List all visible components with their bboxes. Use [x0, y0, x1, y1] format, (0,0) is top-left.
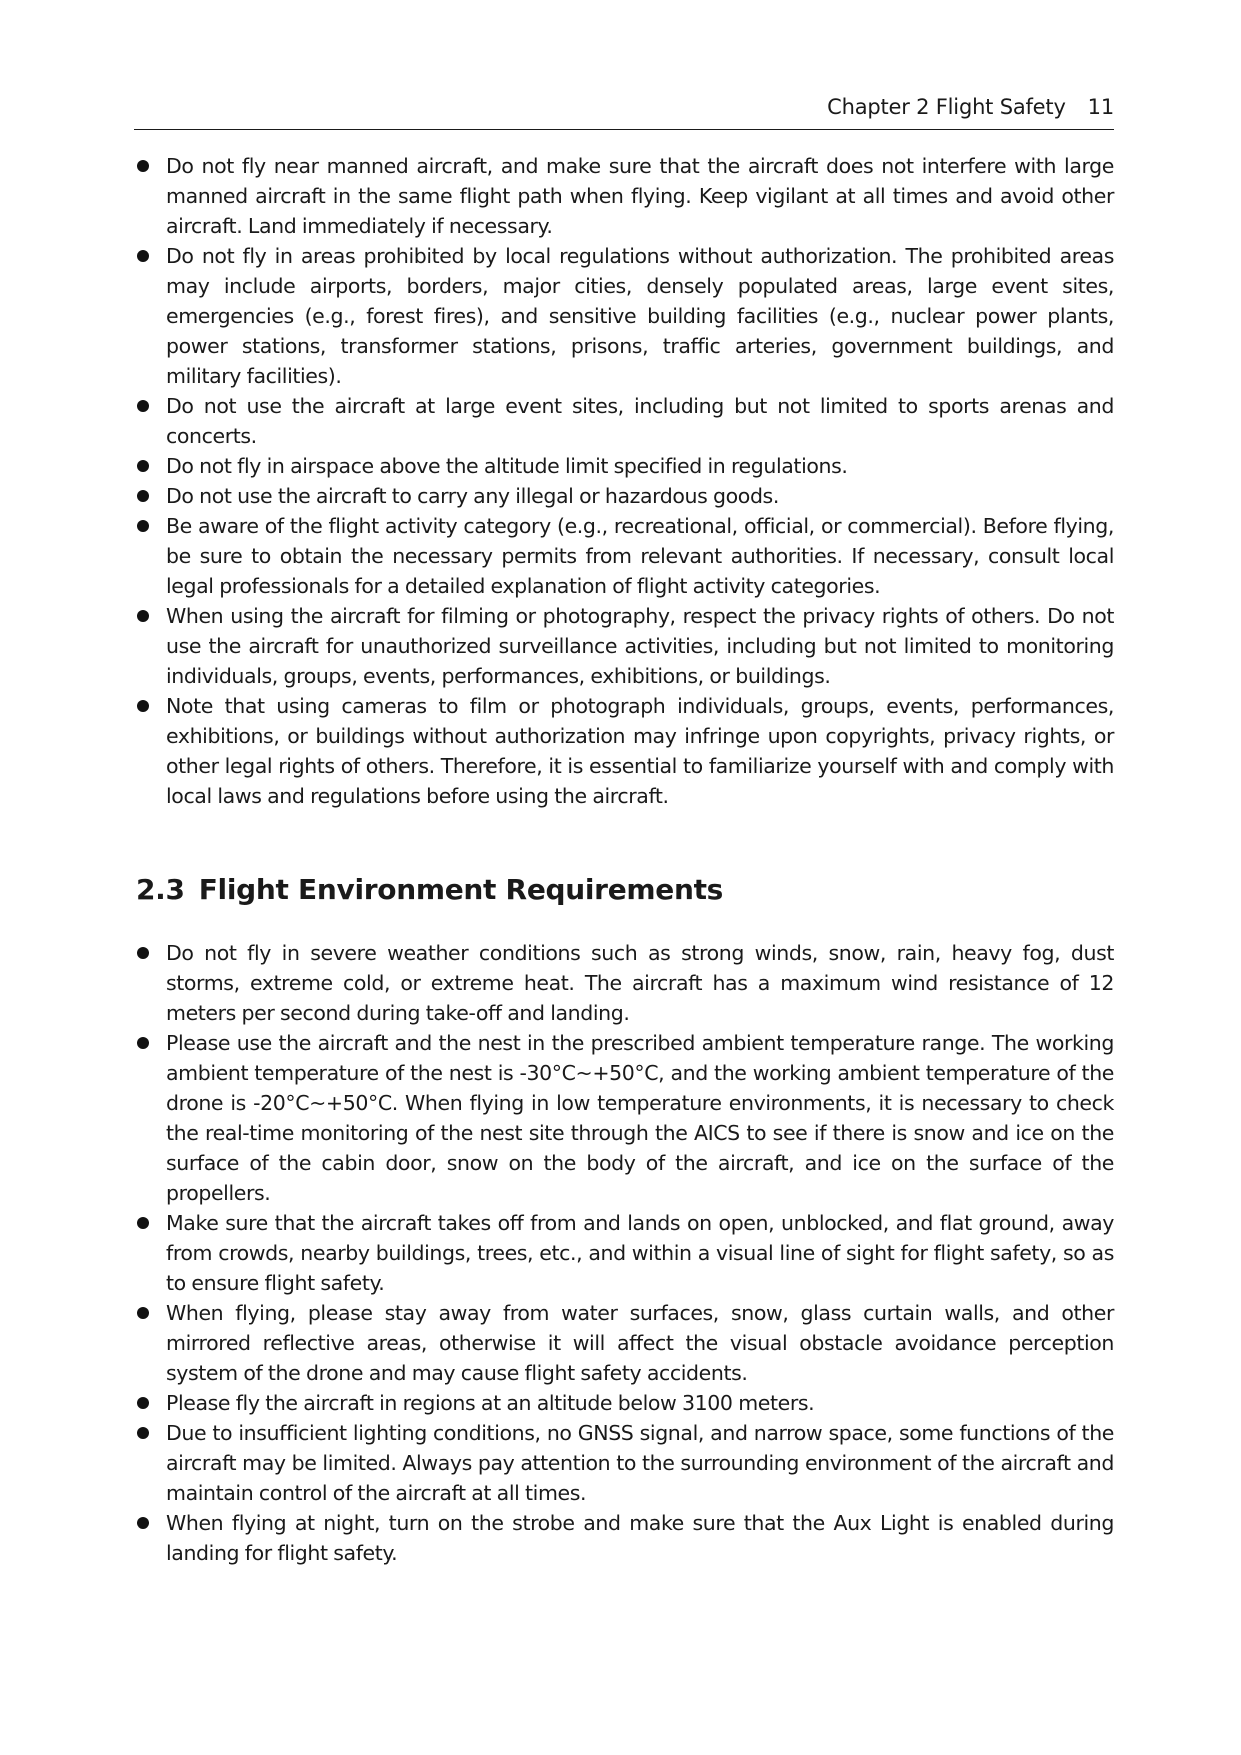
header-divider [134, 129, 1114, 130]
list-item [134, 241, 1114, 391]
document-page [134, 0, 1114, 1755]
chapter-title: Chapter 2 Flight Safety [827, 95, 1066, 119]
list-item [134, 601, 1114, 691]
running-header [827, 92, 1114, 122]
list-item [134, 1028, 1114, 1208]
bullet-dot-icon [137, 700, 149, 712]
bullet-dot-icon [137, 947, 149, 959]
list-item-text: Do not fly in severe weather conditions such as strong winds, snow, rain, heavy fog, dust storms, extreme cold, or extreme heat. The aircraft has a maximum wind resistance of 12 meters per second during take-off and landing. [166, 941, 1114, 1025]
bullet-dot-icon [137, 1217, 149, 1229]
list-item [134, 451, 1114, 481]
list-item [134, 1418, 1114, 1508]
flight-safety-list [134, 151, 1114, 811]
section-heading [136, 870, 723, 910]
list-item [134, 481, 1114, 511]
bullet-dot-icon [137, 460, 149, 472]
list-item-text: Note that using cameras to film or photograph individuals, groups, events, performances, exhibitions, or buildings without authorization may infringe upon copyrights, privacy rights, or other legal rights of others. Therefore, it is essential to familiarize yourself with and comply with local laws and regulations before using the aircraft. [166, 694, 1114, 808]
list-item-text: When using the aircraft for filming or photography, respect the privacy rights of others. Do not use the aircraft for unauthorized surveillance activities, including but not limited to monitoring individuals, groups, events, performances, exhibitions, or buildings. [166, 604, 1114, 688]
bullet-dot-icon [137, 1397, 149, 1409]
list-item [134, 1508, 1114, 1568]
list-item-text: Please fly the aircraft in regions at an altitude below 3100 meters. [166, 1391, 815, 1415]
list-item [134, 1388, 1114, 1418]
bullet-dot-icon [137, 160, 149, 172]
list-item [134, 938, 1114, 1028]
bullet-dot-icon [137, 250, 149, 262]
page-number: 11 [1087, 95, 1114, 119]
bullet-dot-icon [137, 490, 149, 502]
bullet-dot-icon [137, 1307, 149, 1319]
bullet-dot-icon [137, 610, 149, 622]
list-item [134, 391, 1114, 451]
list-item [134, 1298, 1114, 1388]
list-item-text: Do not use the aircraft to carry any illegal or hazardous goods. [166, 484, 779, 508]
bullet-dot-icon [137, 1517, 149, 1529]
list-item [134, 151, 1114, 241]
list-item-text: When flying, please stay away from water surfaces, snow, glass curtain walls, and other mirrored reflective areas, otherwise it will affect the visual obstacle avoidance perception system of the drone and may cause flight safety accidents. [166, 1301, 1114, 1385]
list-item-text: Do not fly in areas prohibited by local regulations without authorization. The prohibited areas may include airports, borders, major cities, densely populated areas, large event sites, emergencies (e.g., forest fires), and sensitive building facilities (e.g., nuclear power plants, power stations, transformer stations, prisons, traffic arteries, government buildings, and military facilities). [166, 244, 1114, 388]
bullet-dot-icon [137, 1427, 149, 1439]
list-item-text: Do not use the aircraft at large event sites, including but not limited to sports arenas and concerts. [166, 394, 1114, 448]
list-item-text: Due to insufficient lighting conditions, no GNSS signal, and narrow space, some functions of the aircraft may be limited. Always pay attention to the surrounding environment of the aircraft and maintain control of the aircraft at all times. [166, 1421, 1114, 1505]
list-item-text: Do not fly in airspace above the altitude limit specified in regulations. [166, 454, 848, 478]
bullet-dot-icon [137, 520, 149, 532]
list-item [134, 511, 1114, 601]
list-item-text: Do not fly near manned aircraft, and make sure that the aircraft does not interfere with large manned aircraft in the same flight path when flying. Keep vigilant at all times and avoid other aircraft. Land immediately if necessary. [166, 154, 1114, 238]
list-item-text: Be aware of the flight activity category (e.g., recreational, official, or commercial). Before flying, be sure to obtain the necessary permits from relevant authorities. If necessary, consult local legal professionals for a detailed explanation of flight activity categories. [166, 514, 1114, 598]
list-item-text: Make sure that the aircraft takes off from and lands on open, unblocked, and flat ground, away from crowds, nearby buildings, trees, etc., and within a visual line of sight for flight safety, so as to ensure flight safety. [166, 1211, 1114, 1295]
list-item-text: When flying at night, turn on the strobe and make sure that the Aux Light is enabled during landing for flight safety. [166, 1511, 1114, 1565]
bullet-dot-icon [137, 1037, 149, 1049]
section-number: 2.3 [136, 873, 185, 906]
list-item [134, 691, 1114, 811]
list-item [134, 1208, 1114, 1298]
list-item-text: Please use the aircraft and the nest in the prescribed ambient temperature range. The working ambient temperature of the nest is -30°C~+50°C, and the working ambient temperature of the drone is -20°C~+50°C. When flying in low temperature environments, it is necessary to check the real-time monitoring of the nest site through the AICS to see if there is snow and ice on the surface of the cabin door, snow on the body of the aircraft, and ice on the surface of the propellers. [166, 1031, 1114, 1205]
bullet-dot-icon [137, 400, 149, 412]
section-title: Flight Environment Requirements [198, 873, 724, 906]
flight-environment-list [134, 938, 1114, 1568]
